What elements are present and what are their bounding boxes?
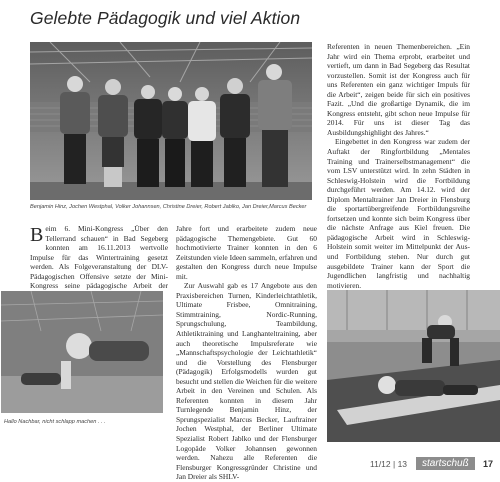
training-photo <box>327 290 500 442</box>
group-photo-caption: Benjamin Hinz, Jochen Westphal, Volker Johannsen, Christine Dreier, Robert Jablko, Jan Dreier,Marcus Becker <box>30 204 307 210</box>
pushup-photo-image <box>1 291 163 413</box>
training-photo-image <box>327 290 500 442</box>
column-3-paragraph-2: Eingebettet in den Kongress war zudem der Auftakt der Ringfortbildung „Mentales Training und Trainerselbstmanagement“ die vom LSV unterstützt wird. In zehn Städten in Schleswig-Holstein wird die Fortbildung durchgeführt werden. Am 14.12. wird der Diplom Mentaltrainer Jan Dreier in Flensburg die sportartübergreifende Fortbildungsreihe fortsetzen und konnte sich beim Kongress über die nächste Anfrage aus Kiel freuen. Die pädagogische Arbeit wird in Schleswig-Holstein somit weiter im Mittelpunkt der Aus- und Fortbildung stehen. Nur durch gut ausgebildete Trainer kann der Sport die Jugendlichen langfristig und nachhaltig motivieren. <box>327 137 470 290</box>
column-2-paragraph-1: Jahre fort und erarbeitete zudem neue pädagogische Themengebiete. Gut 60 hochmotivierte Trainer konnten in den 6 Zeitstunden viele Ideen sammeln, erfahren und gestalten den Kongress durch neue Impulse mit. <box>176 224 317 281</box>
column-1-text: eim 6. Mini-Kongress „Über den Tellerrand schauen“ in Bad Segeberg konnten am 16.11.2013 wertvolle Impulse für das Wintertraining gesetzt werden. Als Folgeveranstaltung der DLV-Pädagogischen Offensive setzte der Mini-Kongress seine pädagogische Arbeit der <box>30 224 168 291</box>
pushup-photo-caption: Hallo Nachbar, nicht schlapp machen . . . <box>4 419 106 425</box>
group-photo-image <box>30 42 312 200</box>
page-footer <box>340 454 500 476</box>
article-column-2 <box>176 224 317 482</box>
magazine-brand: startschuß <box>416 457 475 470</box>
pushup-photo <box>1 291 163 413</box>
page-number: 17 <box>483 459 494 469</box>
column-3-paragraph-1: Referenten in neuen Themenbereichen. „Ein Jahr wird ein Thema erprobt, erarbeitet und vertieft, um dann in Bad Segeberg das Resultat vorzustellen. Somit ist der Kongress auch für uns Referenten ein ganz wichtiger Impuls für die Arbeit“, zeigen beide für sich ein positives Fazit. „Und die großartige Dynamik, die im Kongress entsteht, gibt schon neue Impulse für 2014. Für uns ist dieser Tag das Ausbildungshighlight des Jahres.“ <box>327 42 470 137</box>
column-1-paragraph <box>30 224 168 300</box>
group-photo <box>30 42 312 200</box>
column-2-paragraph-2: Zur Auswahl gab es 17 Angebote aus den Praxisbereichen Turnen, Kinderleichtathletik, Ultimate Frisbee, Omnitraining, Stimmtraining, Nordic-Running, Sprungschulung, Teambildung, Athletiktraining und Langhanteltraining, aber auch theoretische Impulsreferate wie „Mannschaftspsychologie der Leichtathletik“ und die Vorstellung des Flensburger (Pädagogik) Erfolgsmodells wurden gut besucht und stellen die Weichen für die weitere Arbeit in den Vereinen und Schulen. Als Referenten konnten in diesem Jahr Turnlegende Benjamin Hinz, der Sprungspezialist Marcus Becker, Lauftrainer Jochen Westphal, der Berliner Ultimate Spezialist Robert Jablko und der Flensburger Logopäde Volker Johannsen gewonnen werden. Nahezu alle Referenten die Flensburger Kongressgründer Christine und Jan Dreier als SHLV- <box>176 281 317 482</box>
article-column-3 <box>327 42 470 300</box>
issue-number: 11/12 | 13 <box>370 459 408 469</box>
dropcap-letter: B <box>30 224 44 246</box>
article-column-1 <box>30 224 168 300</box>
page-title: Gelebte Pädagogik und viel Aktion <box>30 8 301 28</box>
